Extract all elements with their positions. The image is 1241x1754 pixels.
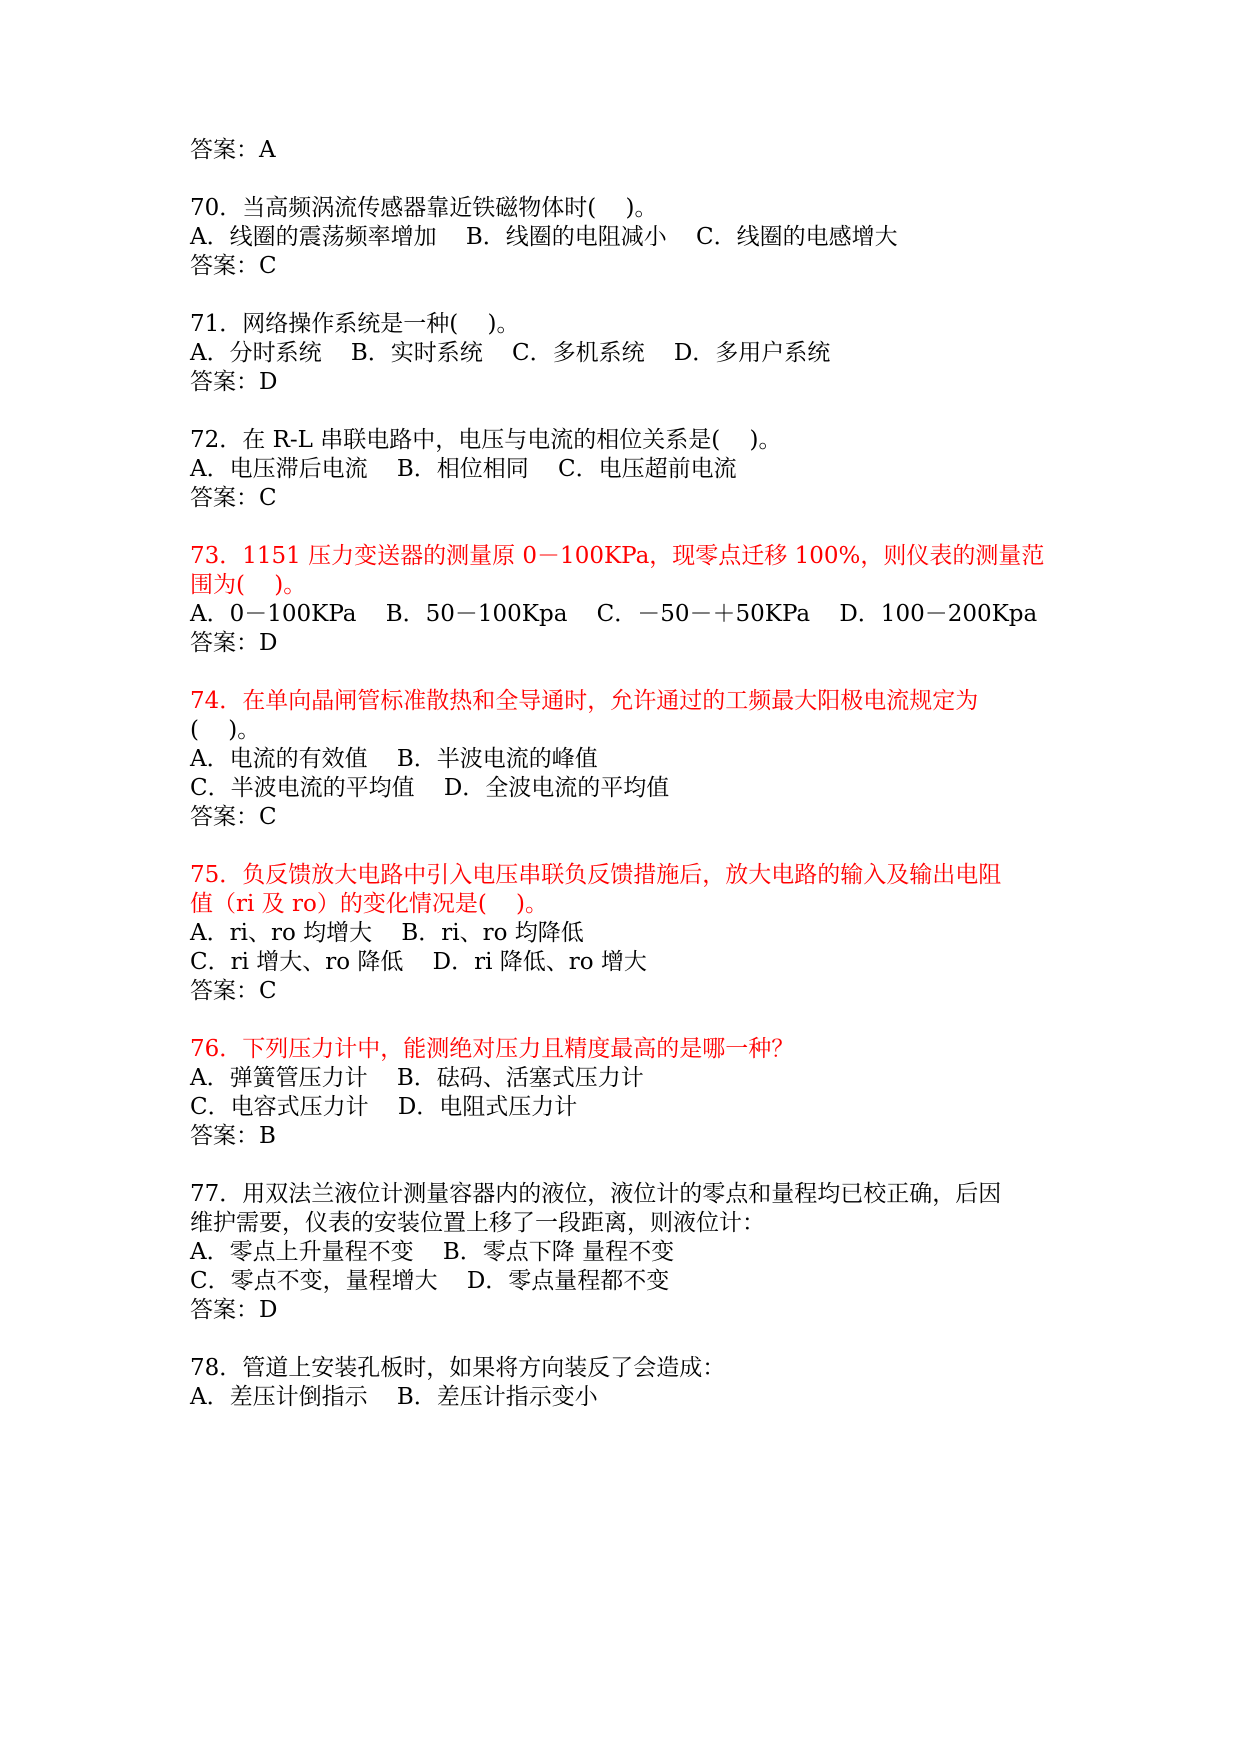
options-line: A．弹簧管压力计 B．砝码、活塞式压力计 (190, 1065, 644, 1091)
question-line: 77．用双法兰液位计测量容器内的液位，液位计的零点和量程均已校正确，后因 (190, 1181, 1002, 1207)
options-line: A．零点上升量程不变 B．零点下降 量程不变 (190, 1239, 675, 1265)
question-line-highlighted: 73．1151 压力变送器的测量原 0－100KPa，现零点迁移 100%，则仪表的测量范 (190, 543, 1045, 569)
options-line: A．线圈的震荡频率增加 B．线圈的电阻减小 C．线圈的电感增大 (190, 224, 898, 250)
question-line-highlighted: 75．负反馈放大电路中引入电压串联负反馈措施后，放大电路的输入及输出电阻 (190, 862, 1002, 888)
answer-line: 答案：D (190, 1297, 278, 1323)
options-line: A．ri、ro 均增大 B．ri、ro 均降低 (190, 920, 584, 946)
answer-line: 答案：B (190, 1123, 276, 1149)
options-line: C．电容式压力计 D．电阻式压力计 (190, 1094, 578, 1120)
options-line: C．零点不变，量程增大 D．零点量程都不变 (190, 1268, 670, 1294)
options-line: A．差压计倒指示 B．差压计指示变小 (190, 1384, 598, 1410)
question-line: 78．管道上安装孔板时，如果将方向装反了会造成： (190, 1355, 726, 1381)
answer-line: 答案：A (190, 137, 276, 163)
options-line: C．半波电流的平均值 D．全波电流的平均值 (190, 775, 670, 801)
question-line: ( )。 (190, 717, 261, 743)
options-line: A．分时系统 B．实时系统 C．多机系统 D．多用户系统 (190, 340, 831, 366)
options-line: A．0－100KPa B．50－100Kpa C．－50－＋50KPa D．100－200Kpa (190, 601, 1038, 627)
options-line: C．ri 增大、ro 降低 D．ri 降低、ro 增大 (190, 949, 647, 975)
question-line: 71．网络操作系统是一种( )。 (190, 311, 520, 337)
answer-line: 答案：D (190, 369, 278, 395)
options-line: A．电流的有效值 B．半波电流的峰值 (190, 746, 598, 772)
answer-line: 答案：C (190, 804, 277, 830)
answer-line: 答案：C (190, 485, 277, 511)
question-line-highlighted: 74．在单向晶闸管标准散热和全导通时，允许通过的工频最大阳极电流规定为 (190, 688, 979, 714)
question-line: 维护需要，仪表的安装位置上移了一段距离，则液位计： (190, 1210, 765, 1236)
answer-line: 答案：C (190, 978, 277, 1004)
question-line: 72．在 R-L 串联电路中，电压与电流的相位关系是( )。 (190, 427, 782, 453)
question-line-highlighted: 值（ri 及 ro）的变化情况是( )。 (190, 891, 549, 917)
question-line-highlighted: 围为( )。 (190, 572, 307, 598)
answer-line: 答案：D (190, 630, 278, 656)
options-line: A．电压滞后电流 B．相位相同 C．电压超前电流 (190, 456, 737, 482)
answer-line: 答案：C (190, 253, 277, 279)
question-line: 70．当高频涡流传感器靠近铁磁物体时( )。 (190, 195, 658, 221)
question-line-highlighted: 76．下列压力计中，能测绝对压力且精度最高的是哪一种？ (190, 1036, 795, 1062)
